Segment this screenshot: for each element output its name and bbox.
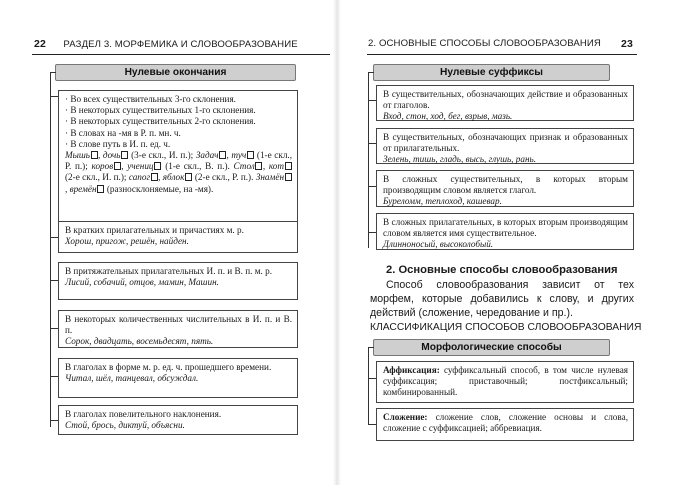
example-word: Стол [233,161,255,172]
tree-connector-1 [50,96,58,97]
examples-line: Хорош, пригож, решён, найден. [65,236,189,247]
left-running-head [34,38,298,54]
suffix-box-attributes [376,128,634,164]
example-word: учениц [127,161,154,172]
example-tail: , [226,150,232,161]
suffix-connector-vertical [368,72,369,248]
suffix-box-actions [376,85,634,121]
example-tail: (разносклоняемые, на -мя). [104,183,214,194]
example-word: коров [91,161,114,172]
suffix-box-compound-adjectives [376,213,634,250]
suffix-examples: Длинноносый, высоколобый. [383,239,494,250]
compounding-text: сложение слов, сложение основы и слова, сложение с суффиксацией; аббревиация. [383,412,628,434]
suffix-rule-text: В существительных, обозначающих признак и образованных от прилагательных. [383,132,628,154]
zero-ending-square-icon [114,162,121,170]
example-word: Знамён [255,172,285,183]
example-word: сапог [128,172,151,183]
rule-line: · В слове путь в И. п. ед. ч. [65,138,171,149]
zero-ending-square-icon [219,151,226,159]
example-tail: (1-е скл., Р. п.); [65,150,293,172]
zero-ending-square-icon [285,173,292,181]
compounding-box [376,408,634,441]
zero-suffixes-banner: Нулевые суффиксы [373,64,610,81]
suffix-box-compound-nouns [376,170,634,207]
rule-line: В глаголах в форме м. р. ед. ч. прошедшего времени. [65,362,272,372]
rule-line: В некоторых количественных числительных в И. п. и В. п. [65,314,292,336]
examples-line: Сорок, двадцать, восемьдесят, пять. [65,336,214,347]
zero-ending-square-icon [255,162,262,170]
affixation-box [376,361,634,403]
suffix-connector-4 [368,232,376,233]
rule-line: · Во всех существительных 3-го склонения. [65,94,236,104]
left-header-rule [32,54,330,55]
tree-connector-6 [50,420,58,421]
classification-title: КЛАССИФИКАЦИЯ СПОСОБОВ СЛОВООБРАЗОВАНИЯ [370,322,642,333]
examples-line: Лисий, собачий, отцов, мамин, Машин. [65,277,219,288]
zero-ending-square-icon [91,151,98,159]
rule-line: В кратких прилагательных и причастиях м. р. [65,225,244,235]
compounding-term: Сложение: [383,412,428,422]
example-tail: , [158,172,163,183]
section-paragraph: Способ словообразования зависит от тех морфем, которые добавились к слову, и других действий (сложение, чередование и пр.). [370,279,634,319]
tree-connector-4 [50,328,58,329]
tree-connector-5 [50,376,58,377]
imperative-verbs-box [58,405,298,435]
left-running-head-text: РАЗДЕЛ 3. МОРФЕМИКА И СЛОВООБРАЗОВАНИЕ [63,39,298,50]
example-tail: , [262,161,269,172]
left-page-number: 22 [34,38,46,50]
examples-block [65,150,292,195]
right-running-head [368,38,601,54]
examples-line: Читал, шёл, танцевал, обсуждал. [65,373,199,384]
zero-ending-square-icon [185,173,192,181]
rule-line: В притяжательных прилагательных И. п. и В. п. м. р. [65,266,273,276]
suffix-rule-text: В сложных существительных, в которых вторым производящим словом является глагол. [383,174,628,196]
suffix-connector-1 [368,100,376,101]
example-word: туч [231,150,247,161]
right-running-head-text: 2. ОСНОВНЫЕ СПОСОБЫ СЛОВООБРАЗОВАНИЯ [368,38,601,49]
suffix-rule-text: В существительных, обозначающих действие и образованных от глаголов. [383,89,628,111]
numerals-box [58,310,298,348]
suffix-connector-top [368,72,374,73]
suffix-examples: Зелень, тишь, гладь, высь, глушь, рань. [383,154,537,165]
zero-ending-square-icon [121,151,128,159]
example-tail: (2-е скл., Р. п.). [192,172,254,183]
affixation-term: Аффиксация: [383,365,440,375]
rule-line: · В словах на -мя в Р. п. мн. ч. [65,127,181,138]
example-tail: , [65,183,70,194]
section-title: 2. Основные способы словообразования [386,264,618,276]
example-tail: (2-е скл., И. п.); [65,172,129,183]
zero-endings-nouns-box [58,90,298,235]
example-word: кот [268,161,284,172]
morph-connector-2 [368,424,376,425]
examples-line: Стой, брось, диктуй, объясни. [65,420,185,431]
suffix-examples: Вход, стон, ход, бег, взрыв, мазь. [383,111,513,122]
example-tail: , [121,161,128,172]
tree-connector-top [50,72,56,73]
suffix-rule-text: В сложных прилагательных, в которых вторым производящим словом является имя существительное. [383,217,628,239]
affixation-text: суффиксальный способ, в том числе нулевая суффиксация; приставочный; постфиксальный; комбинированный. [383,365,628,398]
morph-connector-top [368,347,374,348]
tree-connector-vertical [50,72,51,427]
zero-ending-square-icon [154,162,161,170]
suffix-examples: Буреломм, теплоход, кашевар. [383,196,502,207]
short-adjectives-box [58,221,298,253]
example-word: Задач [195,150,219,161]
zero-ending-square-icon [247,151,254,159]
suffix-connector-3 [368,186,376,187]
example-word: Мышь [65,150,90,161]
zero-ending-square-icon [151,173,158,181]
zero-ending-square-icon [285,162,292,170]
rule-line: · В некоторых существительных 2-го склонения. [65,116,256,127]
possessive-adjectives-box [58,262,298,300]
suffix-connector-2 [368,143,376,144]
zero-endings-banner: Нулевые окончания [55,64,296,81]
morphological-methods-banner: Морфологические способы [373,339,610,356]
tree-connector-3 [50,280,58,281]
past-tense-verbs-box [58,358,298,398]
morph-connector-vertical [368,347,369,425]
zero-ending-square-icon [97,185,104,193]
right-page-number: 23 [621,38,633,50]
right-page [337,0,674,485]
example-word: дочь [102,150,121,161]
rule-line: · В некоторых существительных 1-го склонения. [65,105,256,116]
example-tail: , [98,150,103,161]
example-word: времён [69,183,97,194]
morph-connector-1 [368,378,376,379]
right-header-rule [367,54,637,55]
example-word: яблок [162,172,185,183]
example-tail: (3-е скл., И. п.); [128,150,194,161]
tree-connector-2 [50,237,58,238]
right-page-number-wrap [621,38,633,54]
rule-line: В глаголах повелительного наклонения. [65,409,222,419]
example-tail: (1-е скл., В. п.). [161,161,230,172]
